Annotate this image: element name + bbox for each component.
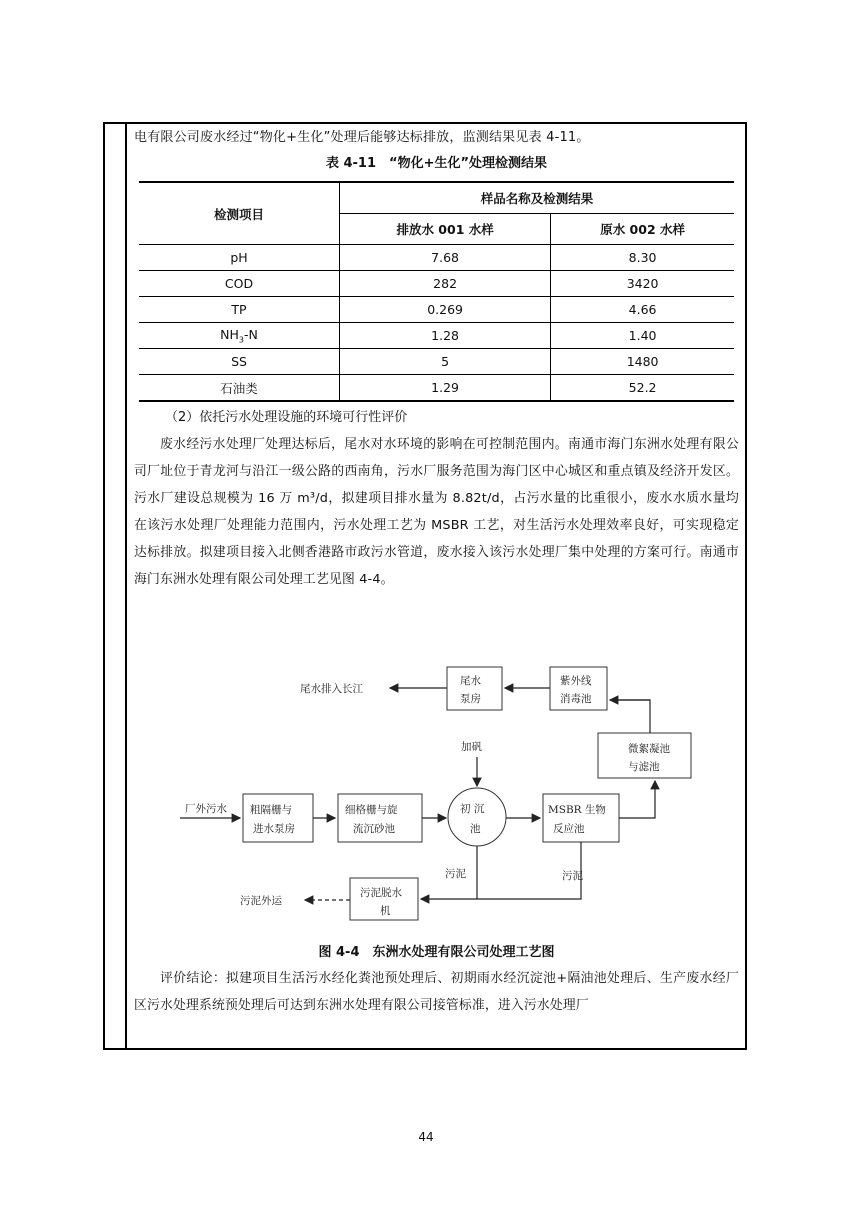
table-title: 表 4-11 “物化+生化”处理检测结果 — [325, 156, 548, 171]
col-item-header: 检测项目 — [139, 182, 340, 245]
tail-pump-label-2: 泵房 — [460, 693, 481, 705]
col-b-header: 原水 002 水样 — [551, 214, 734, 245]
frame-inner-rule — [125, 124, 127, 1048]
sludge-label-1: 污泥 — [445, 868, 466, 880]
micro-label-2: 与滤池 — [628, 761, 660, 773]
table-row — [139, 297, 734, 323]
table-row — [139, 323, 734, 349]
row-item: COD — [139, 271, 340, 297]
row-value-a: 1.28 — [340, 323, 551, 349]
table-row — [139, 349, 734, 375]
row-item: 石油类 — [139, 375, 340, 402]
row-item-tail: -N — [243, 326, 258, 342]
intro-line: 电有限公司废水经过“物化+生化”处理后能够达标排放，监测结果见表 4-11。 — [134, 130, 590, 145]
msbr-label-1: MSBR 生物 — [548, 804, 606, 816]
col-a-header: 排放水 001 水样 — [340, 214, 551, 245]
primary-label-1: 初 沉 — [460, 803, 485, 815]
row-value-b: 1.40 — [551, 323, 734, 349]
row-value-b: 1480 — [551, 349, 734, 375]
alum-label: 加矾 — [461, 741, 482, 753]
row-value-a: 7.68 — [340, 245, 551, 271]
primary-clarifier-circle — [448, 788, 506, 846]
process-flow-diagram — [170, 650, 730, 935]
row-value-a: 0.269 — [340, 297, 551, 323]
page-number: 44 — [418, 1130, 434, 1144]
inflow-label: 厂外污水 — [185, 803, 227, 815]
figure-caption: 图 4-4 东洲水处理有限公司处理工艺图 — [318, 945, 555, 960]
row-value-b: 3420 — [551, 271, 734, 297]
row-item: pH — [139, 245, 340, 271]
row-value-a: 1.29 — [340, 375, 551, 402]
fine-label-1: 细格栅与旋 — [345, 804, 398, 816]
row-item: SS — [139, 349, 340, 375]
row-value-b: 52.2 — [551, 375, 734, 402]
row-item — [139, 323, 340, 349]
uv-label-2: 消毒池 — [560, 693, 592, 705]
dewater-label-1: 污泥脱水 — [360, 887, 402, 899]
col-group-header: 样品名称及检测结果 — [340, 182, 735, 214]
msbr-label-2: 反应池 — [553, 823, 585, 835]
primary-label-2: 池 — [470, 823, 481, 835]
uv-label-1: 紫外线 — [560, 675, 592, 687]
row-value-a: 5 — [340, 349, 551, 375]
sludge-label-2: 污泥 — [562, 870, 583, 882]
table-row — [139, 375, 734, 402]
row-item-sub: 3 — [238, 335, 244, 345]
tail-out-label: 尾水排入长江 — [300, 683, 363, 695]
dewater-label-2: 机 — [380, 905, 391, 917]
row-item: TP — [139, 297, 340, 323]
coarse-label-1: 粗隔栅与 — [250, 804, 292, 816]
row-value-b: 4.66 — [551, 297, 734, 323]
tail-pump-label-1: 尾水 — [460, 675, 481, 687]
row-value-a: 282 — [340, 271, 551, 297]
subheading: （2）依托污水处理设施的环境可行性评价 — [165, 410, 408, 425]
table-row — [139, 271, 734, 297]
micro-label-1: 微絮凝池 — [628, 743, 670, 755]
row-item-main: NH — [220, 326, 239, 342]
body-paragraph: 废水经污水处理厂处理达标后，尾水对水环境的影响在可控制范围内。南通市海门东洲水处理有限公司厂址位于青龙河与沿江一级公路的西南角，污水厂服务范围为海门区中心城区和重点镇及经济开发区。污水厂建设总规模为 16 万 m³/d，拟建项目排水量为 8.82t/d，占污水量的比重很小，废水水质水量均在该污水处理厂处理能力范围内，污水处理工艺为 MSBR 工艺，对生活污水处理效率良好，可实现稳定达标排放。拟建项目接入北侧香港路市政污水管道，废水接入该污水处理厂集中处理的方案可行。南通市海门东洲水处理有限公司处理工艺见图 4-4。 — [134, 437, 739, 587]
coarse-label-2: 进水泵房 — [253, 823, 295, 835]
row-value-b: 8.30 — [551, 245, 734, 271]
fine-label-2: 流沉砂池 — [353, 823, 395, 835]
table-row — [139, 245, 734, 271]
results-table — [139, 181, 734, 402]
conclusion-paragraph: 评价结论：拟建项目生活污水经化粪池预处理后、初期雨水经沉淀池+隔油池处理后、生产废水经厂区污水处理系统预处理后可达到东洲水处理有限公司接管标准，进入污水处理厂 — [134, 971, 739, 1013]
sludge-out-label: 污泥外运 — [240, 895, 282, 907]
